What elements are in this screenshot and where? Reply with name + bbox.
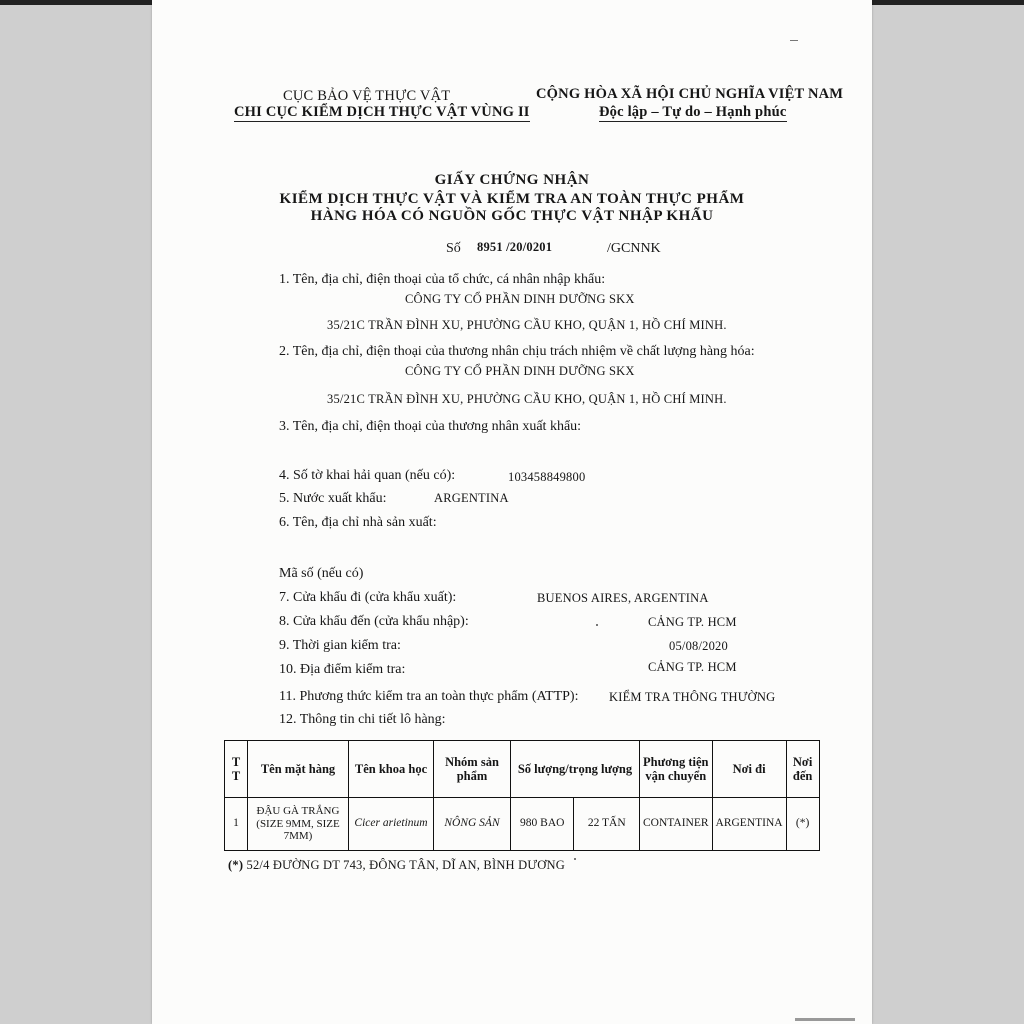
item-7-label: 7. Cửa khẩu đi (cửa khẩu xuất):	[279, 590, 457, 605]
scan-speck	[795, 1018, 855, 1021]
footnote-mark: (*)	[228, 858, 244, 872]
cell-tt: 1	[225, 798, 248, 851]
inspection-method: KIỂM TRA THÔNG THƯỜNG	[609, 690, 776, 704]
header-goods-name: Tên mặt hàng	[248, 741, 349, 798]
item-6-label: 6. Tên, địa chỉ nhà sản xuất:	[279, 515, 437, 530]
cell-weight: 22 TẤN	[574, 798, 640, 851]
scan-speck	[596, 624, 598, 626]
responsible-address: 35/21C TRẦN ĐÌNH XU, PHƯỜNG CẦU KHO, QUẬN 1, HỒ CHÍ MINH.	[327, 392, 727, 406]
header-origin: Nơi đi	[712, 741, 786, 798]
item-5-label: 5. Nước xuất khẩu:	[279, 491, 387, 506]
number-prefix: Số	[446, 241, 461, 256]
certificate-number: 8951 /20/0201	[477, 240, 553, 254]
scan-speck	[790, 40, 798, 41]
agency-name: CỤC BẢO VỆ THỰC VẬT	[283, 88, 451, 104]
sub-agency-name	[234, 104, 530, 121]
cell-product-group: NÔNG SẢN	[434, 798, 511, 851]
export-country: ARGENTINA	[434, 491, 509, 505]
code-label: Mã số (nếu có)	[279, 566, 364, 581]
header-product-group: Nhóm sản phẩm	[434, 741, 511, 798]
item-9-label: 9. Thời gian kiểm tra:	[279, 638, 401, 653]
table-header-row	[225, 741, 820, 798]
header-destination: Nơi đến	[786, 741, 819, 798]
header-tt: T T	[225, 741, 248, 798]
item-2-label: 2. Tên, địa chỉ, điện thoại của thương nhân chịu trách nhiệm về chất lượng hàng hóa:	[279, 344, 755, 359]
importer-address: 35/21C TRẦN ĐÌNH XU, PHƯỜNG CẦU KHO, QUẬN 1, HỒ CHÍ MINH.	[327, 318, 727, 332]
cell-origin: ARGENTINA	[712, 798, 786, 851]
certificate-subtitle-2: HÀNG HÓA CÓ NGUỒN GỐC THỰC VẬT NHẬP KHẨU	[310, 208, 714, 224]
item-10-label: 10. Địa điểm kiểm tra:	[279, 662, 406, 677]
import-port: CẢNG TP. HCM	[648, 615, 737, 629]
goods-table	[224, 740, 820, 851]
responsible-name: CÔNG TY CỔ PHẦN DINH DƯỠNG SKX	[405, 364, 635, 378]
export-port: BUENOS AIRES, ARGENTINA	[537, 591, 709, 605]
item-1-label: 1. Tên, địa chỉ, điện thoại của tổ chức, cá nhân nhập khẩu:	[279, 272, 606, 287]
national-title: CỘNG HÒA XÃ HỘI CHỦ NGHĨA VIỆT NAM	[536, 86, 844, 102]
item-12-label: 12. Thông tin chi tiết lô hàng:	[279, 712, 446, 727]
national-motto	[599, 104, 787, 121]
cell-destination: (*)	[786, 798, 819, 851]
item-4-label: 4. Số tờ khai hải quan (nếu có):	[279, 468, 456, 483]
national-motto-text: Độc lập – Tự do – Hạnh phúc	[599, 104, 787, 120]
item-3-label: 3. Tên, địa chỉ, điện thoại của thương nhân xuất khẩu:	[279, 419, 582, 434]
footnote-text: 52/4 ĐƯỜNG DT 743, ĐÔNG TÂN, DĨ AN, BÌNH DƯƠNG	[246, 858, 565, 872]
certificate-subtitle-1: KIỂM DỊCH THỰC VẬT VÀ KIỂM TRA AN TOÀN THỰC PHẨM	[279, 191, 745, 207]
item-8-label: 8. Cửa khẩu đến (cửa khẩu nhập):	[279, 614, 469, 629]
header-transport: Phương tiện vận chuyển	[640, 741, 713, 798]
header-scientific-name: Tên khoa học	[349, 741, 434, 798]
inspection-date: 05/08/2020	[669, 639, 728, 653]
inspection-place: CẢNG TP. HCM	[648, 660, 737, 674]
table-row	[225, 798, 820, 851]
cell-goods-name: ĐẬU GÀ TRẮNG (SIZE 9MM, SIZE 7MM)	[248, 798, 349, 851]
certificate-title: GIẤY CHỨNG NHẬN	[434, 172, 590, 188]
importer-name: CÔNG TY CỔ PHẦN DINH DƯỠNG SKX	[405, 292, 635, 306]
customs-declaration-number: 103458849800	[508, 470, 586, 484]
cell-transport: CONTAINER	[640, 798, 713, 851]
number-suffix: /GCNNK	[607, 241, 661, 256]
footnote	[228, 858, 565, 873]
cell-scientific-name: Cicer arietinum	[349, 798, 434, 851]
scan-speck	[574, 858, 576, 860]
item-11-label: 11. Phương thức kiểm tra an toàn thực phẩm (ATTP):	[279, 689, 579, 704]
cell-quantity: 980 BAO	[511, 798, 574, 851]
header-quantity-weight: Số lượng/trọng lượng	[511, 741, 640, 798]
sub-agency-text: CHI CỤC KIỂM DỊCH THỰC VẬT VÙNG II	[234, 104, 530, 120]
